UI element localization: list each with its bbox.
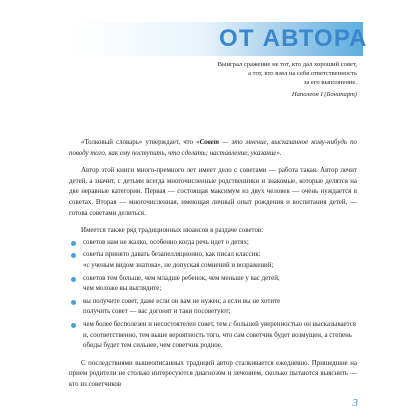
list-item-continuation: «с ученым видом знатока», не допуская сомнений и возражений; bbox=[83, 261, 274, 269]
list-item bbox=[69, 238, 357, 249]
list-item bbox=[69, 274, 357, 295]
paragraph-gap bbox=[69, 159, 357, 166]
intro-paragraph bbox=[69, 138, 357, 159]
list-item-continuation: чем моложе вы выглядите; bbox=[83, 285, 162, 293]
intro-part-2: — это мнение, высказанное кому-нибудь по поводу того, как ему поступить, что сделать; наставление, указание». bbox=[69, 139, 357, 157]
bullet-dot-icon bbox=[71, 241, 76, 246]
list-item-text: советов нам не жалко, особенно когда речь идет о детях; bbox=[83, 238, 249, 246]
list-item-text: советы принято давать безапелляционно, как писал классик: bbox=[83, 251, 261, 259]
paragraph-2: Имеется также ряд традиционных нюансов в раздаче советов: bbox=[81, 227, 264, 235]
list-item bbox=[69, 320, 357, 352]
paragraph-gap bbox=[69, 352, 357, 359]
bullet-dot-icon bbox=[71, 253, 76, 258]
list-item bbox=[69, 250, 357, 271]
list-item-text: советов тем больше, чем младше ребенок, чем меньше у вас детей, bbox=[83, 274, 280, 282]
list-item-continuation: получить совет — вас догонят и таки посоветуют; bbox=[83, 308, 231, 316]
list-item-text: чем более бесполезен и несостоятелен совет, тем с большей уверенностью он высказывается и, соответственно, тем выше вероятность того, что сам советчик будет возмущен, а степень обиды будет тем сильнее, чем советчик родное. bbox=[83, 320, 356, 350]
top-margin bbox=[0, 0, 420, 16]
main-text bbox=[69, 138, 357, 390]
advice-list bbox=[69, 238, 357, 352]
epigraph bbox=[167, 60, 357, 99]
paragraph-3: С последствиями вышеописанных традиций автор сталкивается ежедневно. Пришедшие на прием родители не столько интересуются диагнозом и лечением, сколько пытаются выяснить — кто из советчиков bbox=[69, 359, 357, 388]
paragraph-1: Автор этой книги много-премного лет имеет дело с советами — работа такая. Автор лечит детей, а значит, с детьми всегда многочисленные родственники и знакомые, которые делятся на две неравные категории. Первая — состоящая максимум из двух человек — очень нуждается в советах. Вторая — многочисленная, имеющая личный опыт рождения и воспитания детей, — готова советами делиться. bbox=[69, 167, 357, 217]
page-number: 3 bbox=[352, 397, 358, 409]
page-title: ОТ АВТОРА bbox=[219, 25, 368, 52]
list-item bbox=[69, 297, 357, 318]
intro-part-1: «Толковый словарь» утверждает, что « bbox=[81, 139, 200, 146]
bullet-dot-icon bbox=[71, 277, 76, 282]
bullet-dot-icon bbox=[71, 300, 76, 305]
epigraph-line: Выиграл сражение не тот, кто дал хороший совет, bbox=[217, 61, 357, 68]
epigraph-source: Наполеон I (Бонапарт) bbox=[291, 91, 357, 98]
bullet-dot-icon bbox=[71, 323, 76, 328]
epigraph-line: а тот, кто взял на себя ответственность bbox=[248, 70, 357, 77]
epigraph-line: за его выполнение. bbox=[303, 79, 357, 86]
list-item-text: вы получите совет, даже если он вам не нужен, а если вы не хотите bbox=[83, 297, 281, 305]
intro-term: Совет bbox=[199, 139, 220, 146]
paragraph-gap bbox=[69, 219, 357, 226]
